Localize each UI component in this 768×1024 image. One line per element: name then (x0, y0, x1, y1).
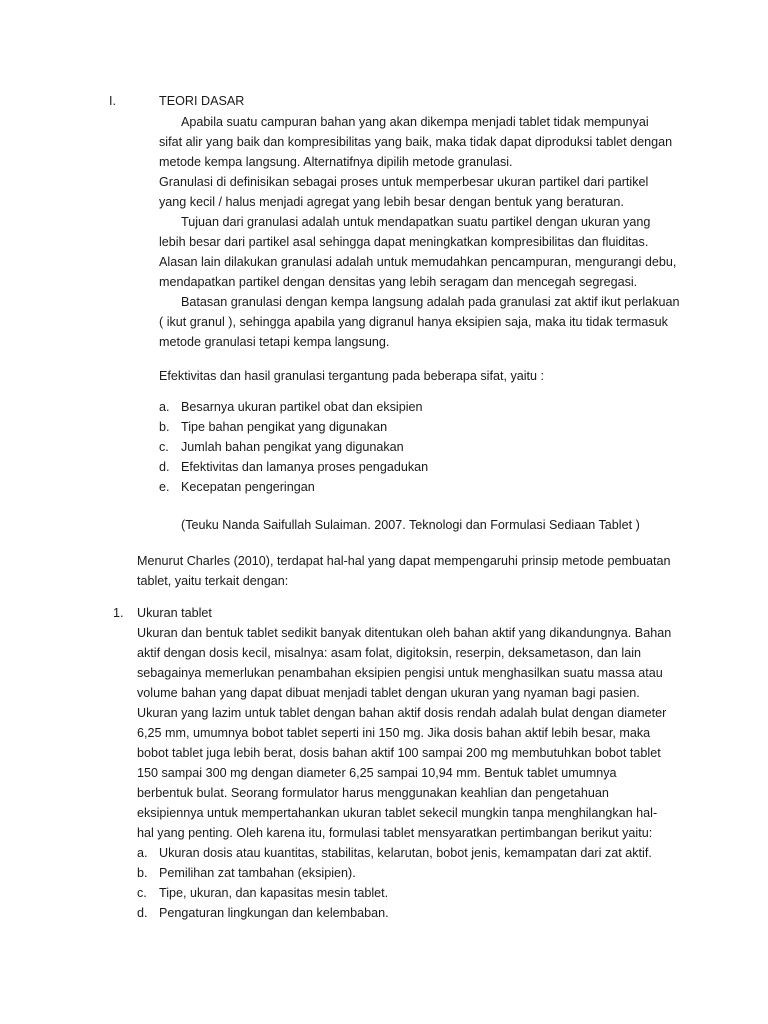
list-marker: a. (137, 846, 148, 860)
list-marker: c. (159, 440, 169, 454)
paragraph-line: Batasan granulasi dengan kempa langsung adalah pada granulasi zat aktif ikut perlakuan (181, 295, 680, 309)
paragraph-line: 150 sampai 300 mg dengan diameter 6,25 sampai 10,94 mm. Bentuk tablet umumnya (137, 766, 617, 780)
list-marker: c. (137, 886, 147, 900)
list-marker: b. (159, 420, 170, 434)
list-item: Tipe, ukuran, dan kapasitas mesin tablet. (159, 886, 389, 900)
paragraph-line: metode granulasi tetapi kempa langsung. (159, 335, 390, 349)
list-item: Ukuran dosis atau kuantitas, stabilitas, kelarutan, bobot jenis, kemampatan dari zat aktif. (159, 846, 652, 860)
paragraph-line: 6,25 mm, umumnya bobot tablet seperti ini 150 mg. Jika dosis bahan aktif lebih besar, maka (137, 726, 651, 740)
paragraph-line: hal yang penting. Oleh karena itu, formulasi tablet mensyaratkan pertimbangan berikut yaitu: (137, 826, 653, 840)
list-marker: d. (159, 460, 170, 474)
list-item: Besarnya ukuran partikel obat dan eksipien (181, 400, 423, 414)
list-item: Pengaturan lingkungan dan kelembaban. (159, 906, 389, 920)
paragraph-line: eksipiennya untuk mempertahankan ukuran tablet sekecil mungkin tanpa menghilangkan hal- (137, 806, 658, 820)
list-item: Kecepatan pengeringan (181, 480, 315, 494)
paragraph-line: Apabila suatu campuran bahan yang akan dikempa menjadi tablet tidak mempunyai (181, 115, 649, 129)
paragraph-line: metode kempa langsung. Alternatifnya dipilih metode granulasi. (159, 155, 513, 169)
paragraph-line: Ukuran dan bentuk tablet sedikit banyak ditentukan oleh bahan aktif yang dikandungnya. Bahan (137, 626, 672, 640)
paragraph-line: Alasan lain dilakukan granulasi adalah untuk memudahkan pencampuran, mengurangi debu, (159, 255, 677, 269)
paragraph-line: mendapatkan partikel dengan densitas yang lebih seragam dan mencegah segregasi. (159, 275, 638, 289)
list-marker: d. (137, 906, 148, 920)
paragraph-line: Granulasi di definisikan sebagai proses untuk memperbesar ukuran partikel dari partikel (159, 175, 649, 189)
list-marker: a. (159, 400, 170, 414)
paragraph-line: bobot tablet juga lebih berat, dosis bahan aktif 100 sampai 200 mg membutuhkan bobot tablet (137, 746, 661, 760)
list-marker: b. (137, 866, 148, 880)
subsection-title: Ukuran tablet (137, 606, 212, 620)
paragraph-line: Tujuan dari granulasi adalah untuk mendapatkan suatu partikel dengan ukuran yang (181, 215, 651, 229)
paragraph-line: yang kecil / halus menjadi agregat yang lebih besar dengan bentuk yang beraturan. (159, 195, 624, 209)
paragraph-line: Menurut Charles (2010), terdapat hal-hal yang dapat mempengaruhi prinsip metode pembuatan (137, 554, 671, 568)
paragraph-line: ( ikut granul ), sehingga apabila yang digranul hanya eksipien saja, maka itu tidak termasuk (159, 315, 668, 329)
list-item: Jumlah bahan pengikat yang digunakan (181, 440, 404, 454)
paragraph-line: sebagainya memerlukan penambahan eksipien pengisi untuk menghasilkan suatu massa atau (137, 666, 663, 680)
subsection-number: 1. (113, 606, 124, 620)
paragraph-line: Ukuran yang lazim untuk tablet dengan bahan aktif dosis rendah adalah bulat dengan diameter (137, 706, 667, 720)
list-marker: e. (159, 480, 170, 494)
section-number: I. (109, 94, 116, 108)
paragraph-line: sifat alir yang baik dan kompresibilitas yang baik, maka tidak dapat diproduksi tablet dengan (159, 135, 673, 149)
paragraph-line: volume bahan yang dapat dibuat menjadi tablet dengan ukuran yang nyaman bagi pasien. (137, 686, 640, 700)
list-item: Tipe bahan pengikat yang digunakan (181, 420, 388, 434)
paragraph-line: lebih besar dari partikel asal sehingga dapat meningkatkan kompresibilitas dan fluiditas. (159, 235, 649, 249)
paragraph-line: berbentuk bulat. Seorang formulator harus menggunakan keahlian dan pengetahuan (137, 786, 609, 800)
list-item: Efektivitas dan lamanya proses pengadukan (181, 460, 429, 474)
citation: (Teuku Nanda Saifullah Sulaiman. 2007. Teknologi dan Formulasi Sediaan Tablet ) (181, 518, 640, 532)
section-title: TEORI DASAR (159, 94, 245, 108)
paragraph-line: aktif dengan dosis kecil, misalnya: asam folat, digitoksin, reserpin, deksametason, dan lain (137, 646, 642, 660)
effectivity-intro: Efektivitas dan hasil granulasi tergantung pada beberapa sifat, yaitu : (159, 369, 545, 383)
paragraph-line: tablet, yaitu terkait dengan: (137, 574, 289, 588)
list-item: Pemilihan zat tambahan (eksipien). (159, 866, 356, 880)
